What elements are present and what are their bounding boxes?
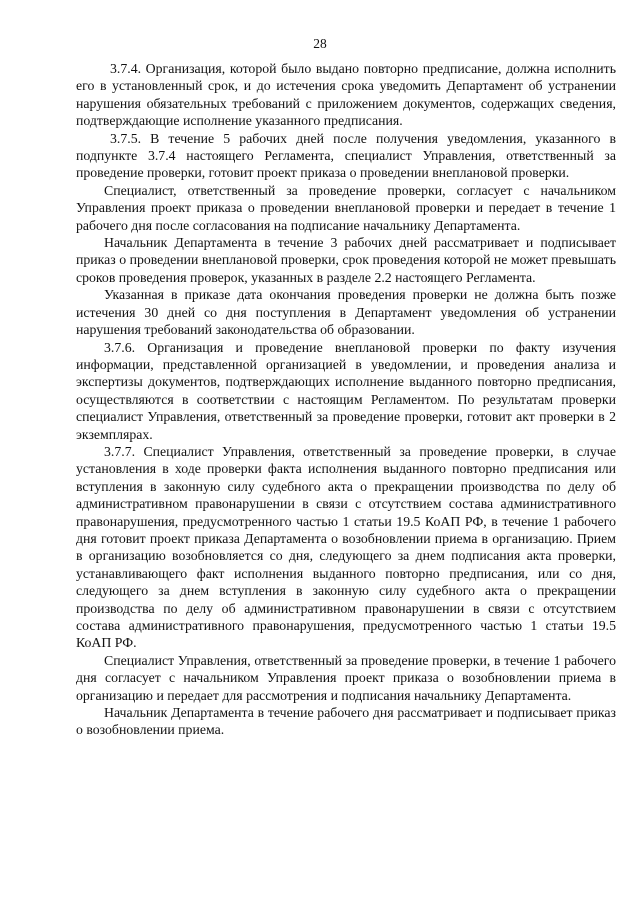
paragraph-deadline: Указанная в приказе дата окончания проведения проверки не должна быть позже истечения 30 дней со дня поступления в Департамент уведомления об устранении нарушения требований законодательства об образовании.	[76, 287, 616, 338]
paragraph-3-7-7: 3.7.7. Специалист Управления, ответственный за проведение проверки, в случае установления в ходе проверки факта исполнения выданного повторно предписания или вступления в законную силу судебного акта о прекращении производства по делу об административном правонарушении в связи с отсутствием состава административного правонарушения, предусмотренного частью 1 статьи 19.5 КоАП РФ, в течение 1 рабочего дня готовит проект приказа Департамента о возобновлении приема в организацию. Прием в организацию возобновляется со дня, следующего за днем подписания акта проверки, устанавливающего факт исполнения выданного повторно предписания, или со дня, следующего за днем вступления в законную силу судебного акта о прекращении производства по делу об административном правонарушении в связи с отсутствием состава административного правонарушения, предусмотренного частью 1 статьи 19.5 КоАП РФ.	[76, 443, 616, 651]
paragraph-approval: Специалист, ответственный за проведение проверки, согласует с начальником Управления проект приказа о проведении внеплановой проверки и передает в течение 1 рабочего дня после согласования на подписание начальнику Департамента.	[76, 182, 616, 233]
paragraph-specialist-approval: Специалист Управления, ответственный за проведение проверки, в течение 1 рабочего дня согласует с начальником Управления проект приказа о возобновлении приема в организацию и передает для рассмотрения и подписания начальнику Департамента.	[76, 652, 616, 703]
paragraph-director-signing: Начальник Департамента в течение 3 рабочих дней рассматривает и подписывает приказ о проведении внеплановой проверки, срок проведения которой не может превышать сроков проведения проверок, указанных в разделе 2.2 настоящего Регламента.	[76, 235, 616, 285]
paragraph-3-7-6: 3.7.6. Организация и проведение внеплановой проверки по факту изучения информации, представленной организацией в уведомлении, и проведения анализа и экспертизы документов, подтверждающих исполнение выданного повторно предписания, осуществляются в соответствии с настоящим Регламентом. По результатам проверки специалист Управления, ответственный за проведение проверки, готовит акт проверки в 2 экземплярах.	[76, 339, 616, 442]
paragraph-final-signing: Начальник Департамента в течение рабочего дня рассматривает и подписывает приказ о возобновлении приема.	[76, 705, 616, 738]
page-number: 28	[313, 36, 327, 51]
paragraph-3-7-5: 3.7.5. В течение 5 рабочих дней после получения уведомления, указанного в подпункте 3.7.4 настоящего Регламента, специалист Управления, ответственный за проведение проверки, готовит проект приказа о проведении внеплановой проверки.	[76, 130, 616, 181]
document-body	[76, 60, 616, 739]
paragraph-3-7-4: 3.7.4. Организация, которой было выдано повторно предписание, должна исполнить его в установленный срок, и до истечения срока уведомить Департамент об устранении нарушения обязательных требований с приложением документов, содержащих сведения, подтверждающие исполнение указанного предписания.	[76, 61, 616, 129]
